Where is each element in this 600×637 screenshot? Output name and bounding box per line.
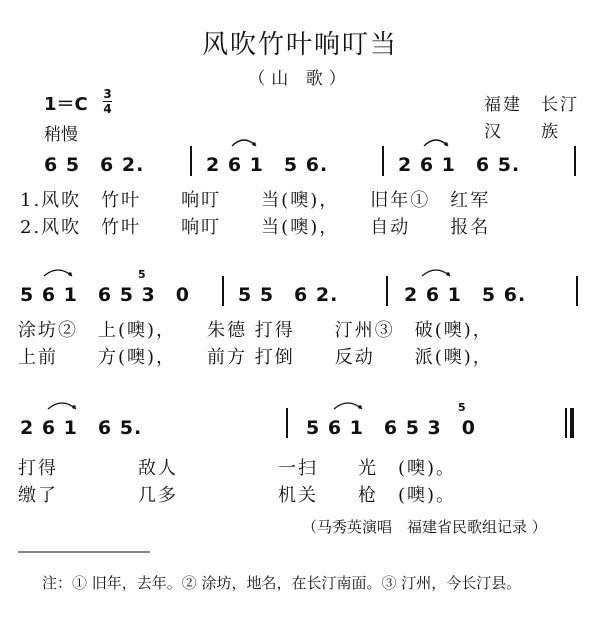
system2-measure2: 5 5 6 2.	[238, 284, 339, 306]
system3-verse1: 打得 敌人 一扫 光 (噢)。	[18, 458, 457, 479]
system1-measure2: 2 6 1 5 6.	[206, 154, 329, 176]
high-octave-dot	[252, 142, 256, 146]
high-octave-dot	[358, 405, 362, 409]
system1-measure3: 2 6 1 6 5.	[398, 154, 521, 176]
grace-note: 5	[458, 401, 466, 414]
system3-measure2: 5 6 1 6 5 3 0	[306, 417, 477, 439]
system3-measure1: 2 6 1 6 5.	[20, 417, 143, 439]
system1-verse1: 1.风吹 竹叶 响叮 当(噢)， 旧年① 红军	[20, 190, 491, 211]
performance-credit: （马秀英演唱 福建省民歌组记录 ）	[302, 518, 547, 536]
key-signature: 1＝C	[44, 94, 88, 115]
song-title: 风吹竹叶响叮当	[201, 30, 398, 60]
tempo-marking: 稍慢	[44, 125, 78, 145]
system2-verse1: 涂坊② 上(噢)， 朱德 打得 汀州③ 破(噢)，	[18, 320, 493, 341]
slur	[334, 403, 362, 409]
footnote: 注：① 旧年，去年。② 涂坊，地名，在长汀南面。③ 汀州，今长汀县。	[42, 574, 522, 592]
system3-verse2: 缴了 几多 机关 枪 (噢)。	[18, 485, 457, 506]
system2-measure1: 5 6 1 6 5 3 0	[20, 284, 191, 306]
time-signature-top: 3	[103, 87, 112, 101]
grace-note: 5	[138, 268, 146, 281]
slur	[424, 140, 448, 146]
origin-ethnicity: 汉 族	[484, 122, 560, 142]
system1-measure1: 6 5 6 2.	[44, 154, 145, 176]
song-genre: （山 歌）	[248, 69, 352, 89]
slur	[422, 270, 450, 276]
slur	[44, 270, 72, 276]
time-signature-bottom: 4	[103, 102, 112, 116]
system2-verse2: 上前 方(噢)， 前方 打倒 反动 派(噢)，	[18, 347, 493, 368]
system1-verse2: 2.风吹 竹叶 响叮 当(噢)， 自动 报名	[20, 217, 491, 238]
slur	[232, 140, 256, 146]
high-octave-dot	[68, 272, 72, 276]
high-octave-dot	[444, 142, 448, 146]
origin-region: 福建 长汀	[484, 95, 579, 115]
high-octave-dot	[446, 272, 450, 276]
system2-measure3: 2 6 1 5 6.	[404, 284, 527, 306]
high-octave-dot	[72, 405, 76, 409]
slur	[48, 403, 76, 409]
